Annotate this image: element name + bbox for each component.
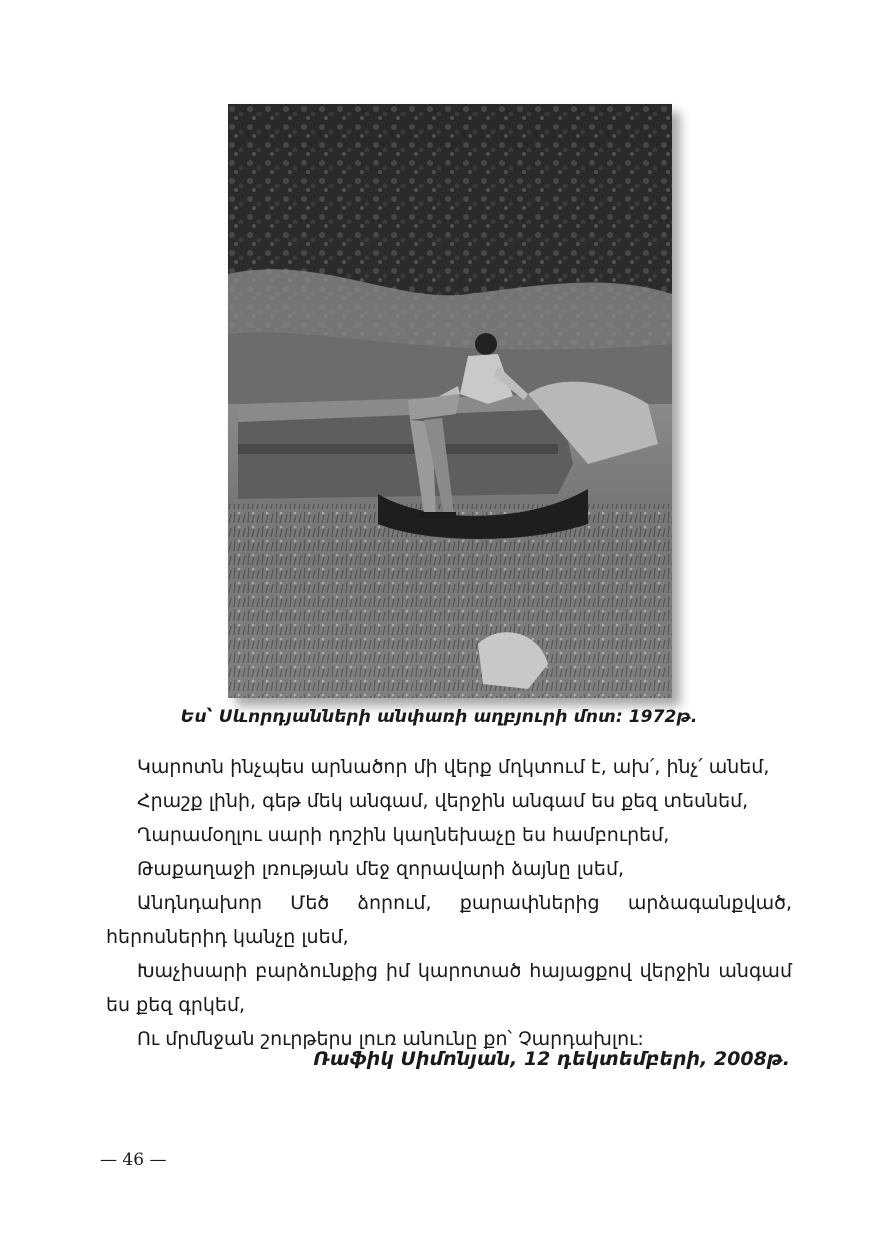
poem-line-6 <box>106 954 792 1022</box>
poem-line-1: Կարոտն ինչպես արնածոր մի վերք մղկտում է, ախ՛, ինչ՛ անեմ, <box>137 756 770 778</box>
poem-line-3: Ղարամօղլու սարի դոշին կաղնեխաչը ես համբուրեմ, <box>137 824 670 846</box>
poem-line-6-part-2: ես քեզ գրկեմ, <box>106 994 246 1016</box>
photo-image <box>228 104 672 698</box>
poem-line-5-part-1: Անդնդախոր Մեծ ձորում, քարափներից արձագանքված, <box>137 892 792 914</box>
photo <box>228 104 672 698</box>
poem-line-2: Հրաշք լինի, գեթ մեկ անգամ, վերջին անգամ ես քեզ տեսնեմ, <box>137 790 749 812</box>
page-number: — 46 — <box>100 1150 167 1170</box>
poem <box>106 750 792 1056</box>
poem-line-5 <box>106 886 792 954</box>
signature: Ռաֆիկ Սիմոնյան, 12 դեկտեմբերի, 2008թ. <box>313 1048 790 1070</box>
poem-line-6-part-1: Խաչիսարի բարձունքից իմ կարոտած հայացքով վերջին անգամ <box>137 960 792 982</box>
poem-line-5-part-2: հերոսներիդ կանչը լսեմ, <box>106 926 349 948</box>
poem-line-7: Ու մրմնջան շուրթերս լուռ անունը քո՝ Չարդախլու: <box>137 1028 644 1050</box>
photo-caption: Ես՝ Սևորդյանների անփառի աղբյուրի մոտ: 1972թ. <box>180 707 698 727</box>
poem-line-4: Թաքաղաջի լռության մեջ զորավարի ձայնը լսեմ, <box>137 858 625 880</box>
